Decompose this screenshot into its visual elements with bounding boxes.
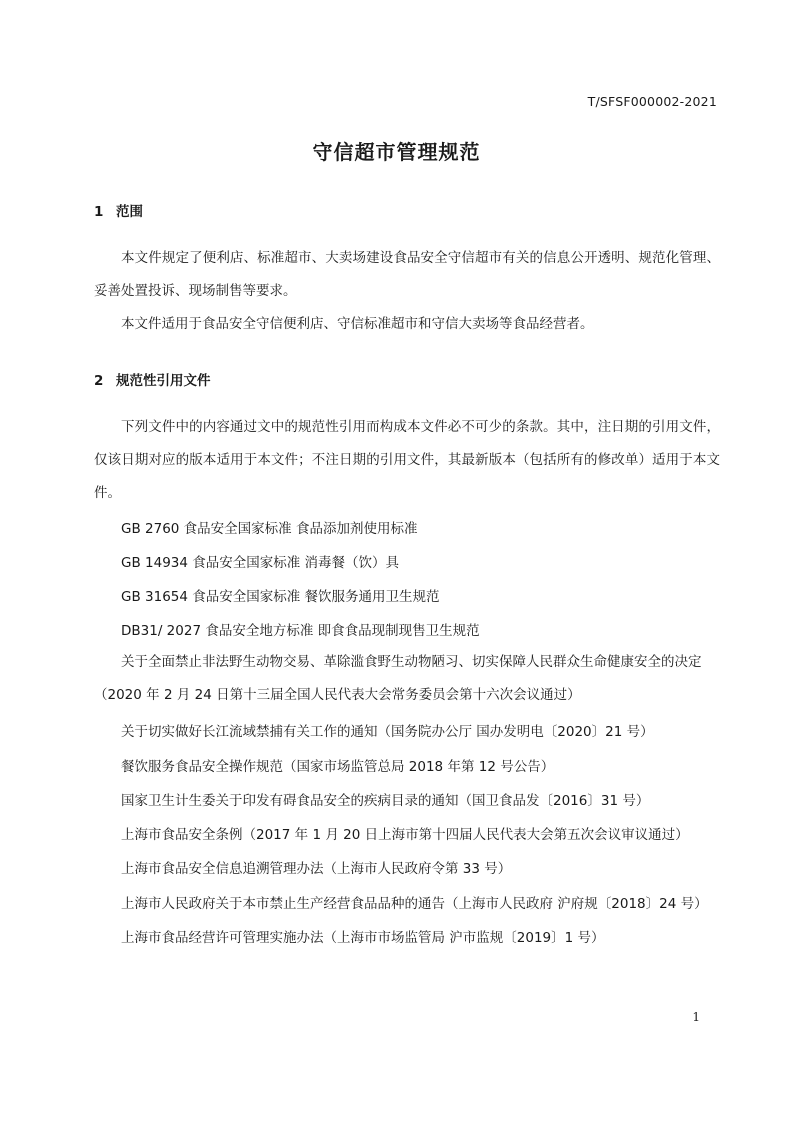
document-code: T/SFSF000002-2021 <box>587 94 717 109</box>
reference-item: 国家卫生计生委关于印发有碍食品安全的疾病目录的通知（国卫食品发〔2016〕31 号） <box>121 793 650 809</box>
section-heading-normative-references <box>94 369 211 389</box>
paragraph: 下列文件中的内容通过文中的规范性引用而构成本文件必不可少的条款。其中，注日期的引用文件，仅该日期对应的版本适用于本文件；不注日期的引用文件，其最新版本（包括所有的修改单）适用于本文件。 <box>94 419 720 501</box>
section-heading-scope <box>94 200 143 220</box>
reference-item: 上海市食品安全条例（2017 年 1 月 20 日上海市第十四届人民代表大会第五次会议审议通过） <box>121 827 689 843</box>
reference-item: 上海市食品安全信息追溯管理办法（上海市人民政府令第 33 号） <box>121 861 512 877</box>
reference-item: 上海市人民政府关于本市禁止生产经营食品品种的通告（上海市人民政府 沪府规〔2018〕24 号） <box>121 896 708 912</box>
section-number: 2 <box>94 373 104 389</box>
paragraph: 本文件规定了便利店、标准超市、大卖场建设食品安全守信超市有关的信息公开透明、规范化管理、妥善处置投诉、现场制售等要求。 <box>94 250 720 299</box>
reference-item: 关于切实做好长江流域禁捕有关工作的通知（国务院办公厅 国办发明电〔2020〕21 号） <box>121 724 654 740</box>
page-number: 1 <box>692 1010 700 1024</box>
section-number: 1 <box>94 204 104 220</box>
document-title: 守信超市管理规范 <box>312 140 481 164</box>
paragraph: 本文件适用于食品安全守信便利店、守信标准超市和守信大卖场等食品经营者。 <box>121 316 594 332</box>
reference-item: 餐饮服务食品安全操作规范（国家市场监管总局 2018 年第 12 号公告） <box>121 759 555 775</box>
reference-item: GB 2760 食品安全国家标准 食品添加剂使用标准 <box>121 521 418 537</box>
reference-item: GB 14934 食品安全国家标准 消毒餐（饮）具 <box>121 555 400 571</box>
reference-item: GB 31654 食品安全国家标准 餐饮服务通用卫生规范 <box>121 589 440 605</box>
section-title: 规范性引用文件 <box>116 373 211 389</box>
reference-item: DB31/ 2027 食品安全地方标准 即食食品现制现售卫生规范 <box>121 623 480 639</box>
reference-item: 上海市食品经营许可管理实施办法（上海市市场监管局 沪市监规〔2019〕1 号） <box>121 930 605 946</box>
reference-item: 关于全面禁止非法野生动物交易、革除滥食野生动物陋习、切实保障人民群众生命健康安全的决定（2020 年 2 月 24 日第十三届全国人民代表大会常务委员会第十六次会议通过） <box>94 654 702 703</box>
section-title: 范围 <box>116 204 143 220</box>
